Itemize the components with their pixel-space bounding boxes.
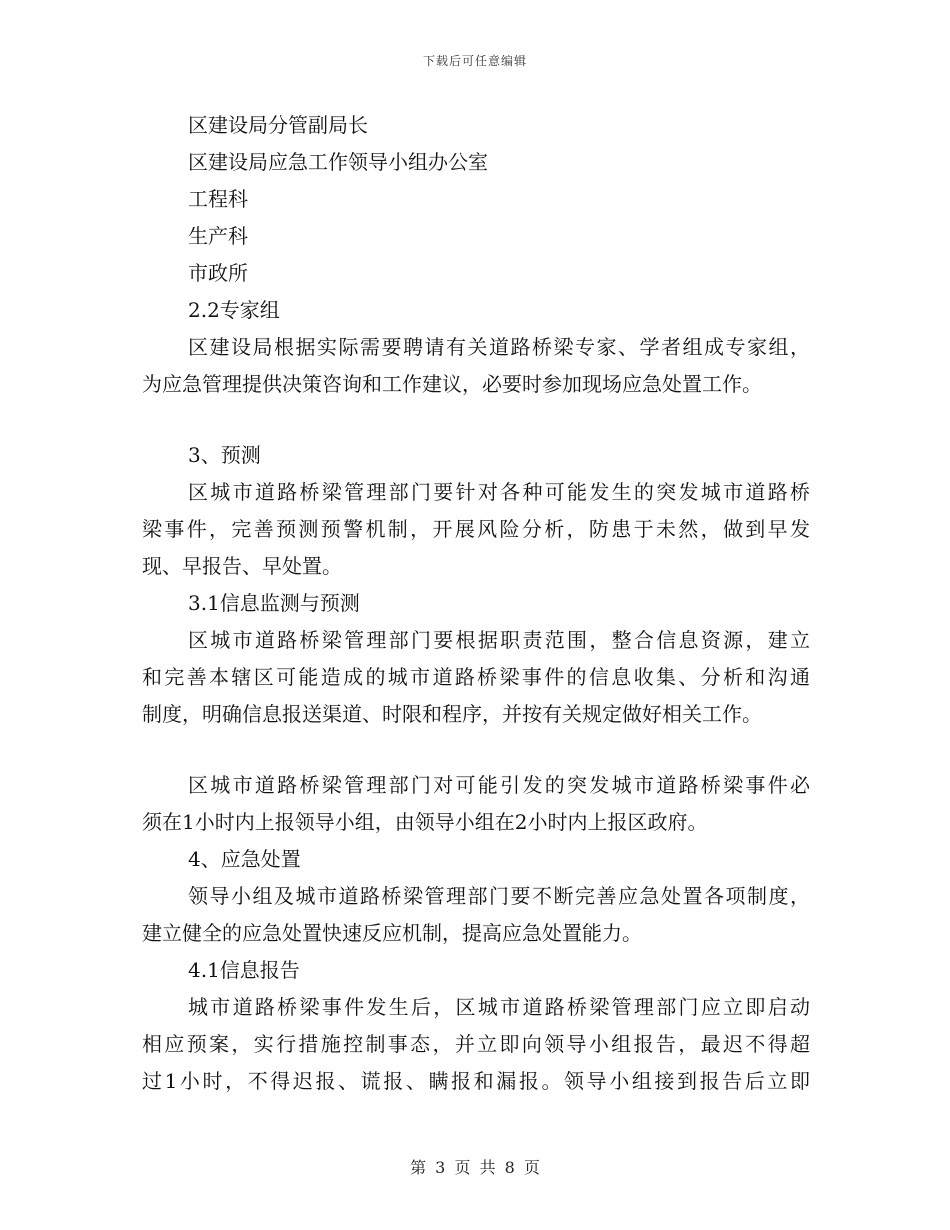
paragraph bbox=[142, 878, 810, 952]
document-body bbox=[142, 107, 810, 1100]
paragraph-line: 相应预案，实行措施控制事态，并立即向领导小组报告，最迟不得超 bbox=[142, 1032, 810, 1056]
page-header: 下载后可任意编辑 bbox=[422, 54, 527, 68]
list-item: 区建设局应急工作领导小组办公室 bbox=[188, 150, 488, 174]
paragraph-line: 区城市道路桥梁管理部门要根据职责范围，整合信息资源，建立 bbox=[188, 628, 810, 652]
section-heading: 3.1信息监测与预测 bbox=[188, 591, 360, 615]
section-heading: 3、预测 bbox=[188, 443, 261, 467]
paragraph bbox=[142, 622, 810, 733]
page-footer: 第 3 页 共 8 页 bbox=[410, 1158, 540, 1177]
paragraph-line: 领导小组及城市道路桥梁管理部门要不断完善应急处置各项制度， bbox=[188, 884, 810, 908]
section-heading: 2.2专家组 bbox=[188, 298, 280, 322]
paragraph-line: 区建设局根据实际需要聘请有关道路桥梁专家、学者组成专家组， bbox=[188, 335, 810, 359]
paragraph-line: 为应急管理提供决策咨询和工作建议，必要时参加现场应急处置工作。 bbox=[142, 372, 762, 396]
paragraph-line: 区城市道路桥梁管理部门要针对各种可能发生的突发城市道路桥 bbox=[188, 480, 810, 504]
paragraph-line: 过1小时，不得迟报、谎报、瞒报和漏报。领导小组接到报告后立即 bbox=[142, 1069, 810, 1093]
list-item: 生产科 bbox=[188, 224, 248, 248]
paragraph-line: 建立健全的应急处置快速反应机制，提高应急处置能力。 bbox=[142, 921, 642, 945]
paragraph-gap bbox=[142, 403, 810, 437]
paragraph-line: 城市道路桥梁事件发生后，区城市道路桥梁管理部门应立即启动 bbox=[188, 995, 810, 1019]
paragraph bbox=[142, 989, 810, 1100]
paragraph-line: 和完善本辖区可能造成的城市道路桥梁事件的信息收集、分析和沟通 bbox=[142, 665, 810, 689]
list-item: 工程科 bbox=[188, 187, 248, 211]
paragraph-line: 梁事件，完善预测预警机制，开展风险分析，防患于未然，做到早发 bbox=[142, 517, 810, 541]
section-heading: 4.1信息报告 bbox=[188, 958, 300, 982]
paragraph bbox=[142, 767, 810, 841]
paragraph-gap bbox=[142, 733, 810, 767]
list-item: 市政所 bbox=[188, 261, 248, 285]
section-heading: 4、应急处置 bbox=[188, 847, 301, 871]
paragraph-line: 现、早报告、早处置。 bbox=[142, 554, 342, 578]
list-item: 区建设局分管副局长 bbox=[188, 113, 368, 137]
paragraph-line: 区城市道路桥梁管理部门对可能引发的突发城市道路桥梁事件必 bbox=[188, 773, 810, 797]
paragraph-line: 须在1小时内上报领导小组，由领导小组在2小时内上报区政府。 bbox=[142, 810, 708, 834]
paragraph bbox=[142, 329, 810, 403]
paragraph-line: 制度，明确信息报送渠道、时限和程序，并按有关规定做好相关工作。 bbox=[142, 702, 762, 726]
paragraph bbox=[142, 474, 810, 585]
